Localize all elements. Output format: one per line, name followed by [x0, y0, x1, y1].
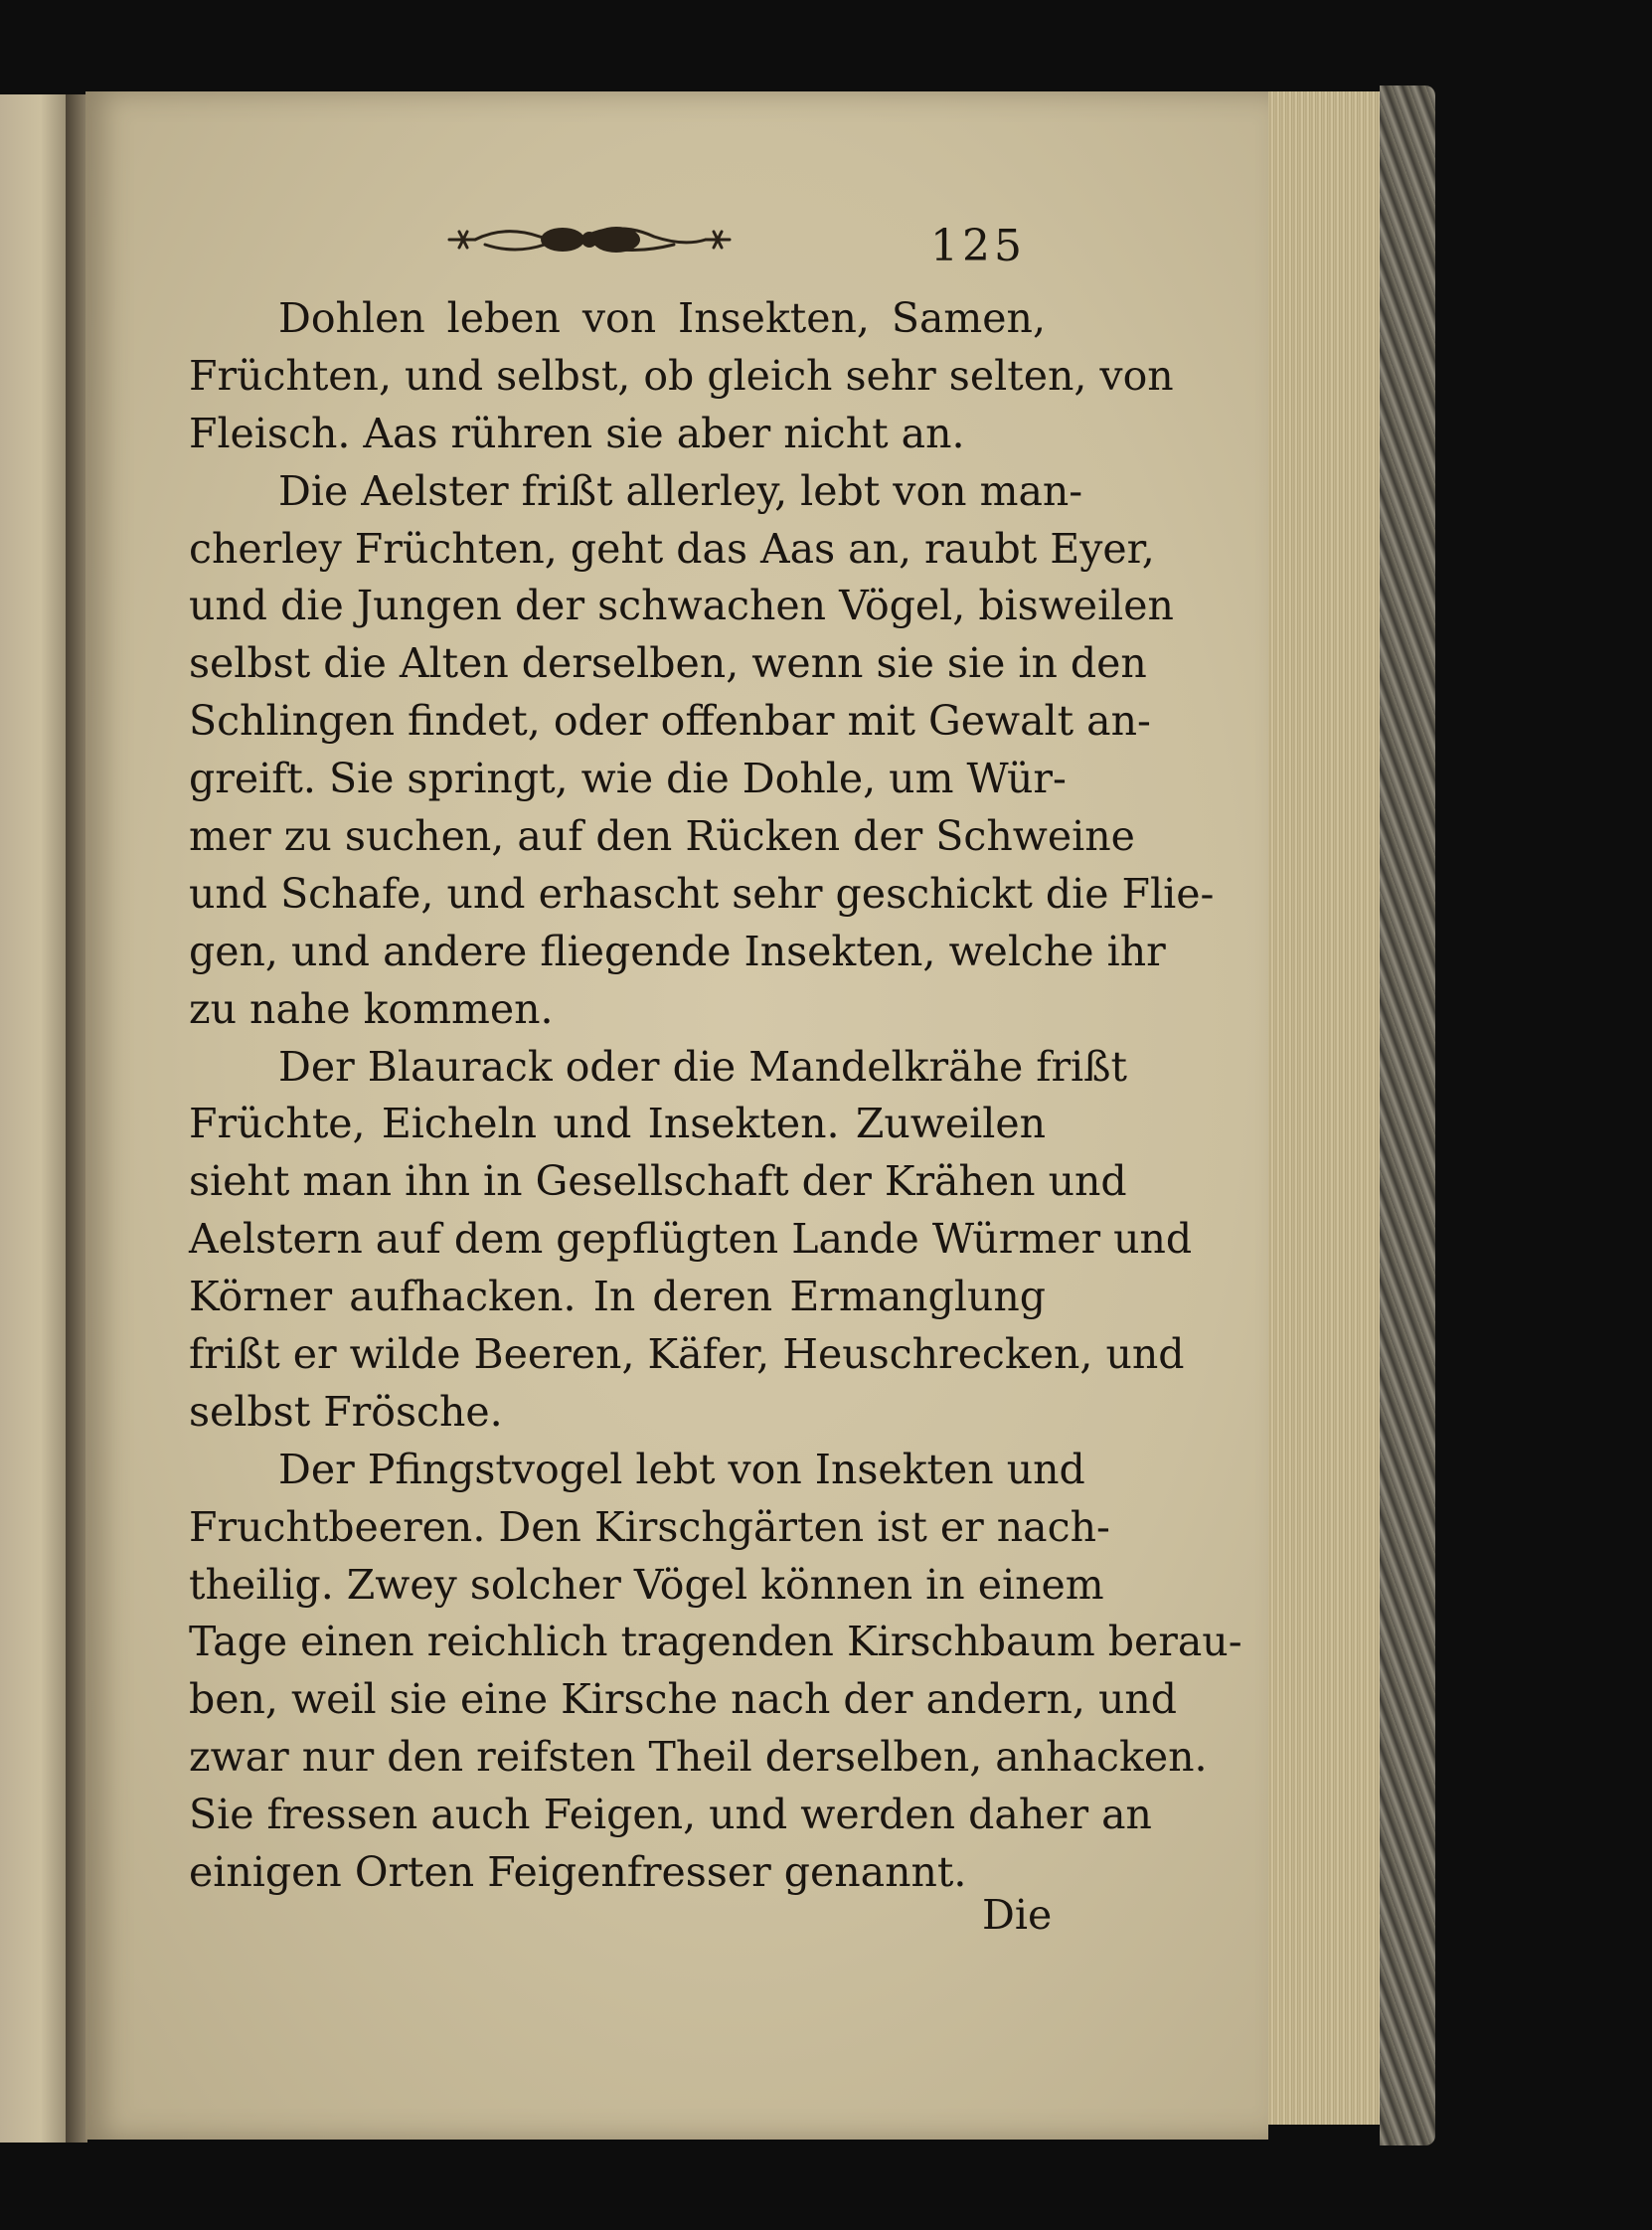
text-line: selbst die Alten derselben, wenn sie sie in den: [189, 639, 1147, 688]
text-line: Fruchtbeeren. Den Kirschgärten ist er nach-: [189, 1502, 1110, 1551]
text-line: und Schafe, und erhascht sehr geschickt die Flie-: [189, 869, 1215, 918]
catchword: Die: [982, 1891, 1053, 1939]
text-line: Sie fressen auch Feigen, und werden daher an: [189, 1791, 1152, 1839]
left-facing-page-edge: [0, 94, 68, 2143]
page-number: 125: [930, 221, 1026, 271]
body-text: [189, 290, 1242, 1902]
text-line: zwar nur den reifsten Theil derselben, anhacken.: [189, 1733, 1208, 1782]
text-line: Körner aufhacken. In deren Ermanglung: [189, 1273, 1046, 1321]
text-line: selbst Frösche.: [189, 1387, 503, 1436]
text-line: cherley Früchten, geht das Aas an, raubt Eyer,: [189, 524, 1155, 573]
text-line: zu nahe kommen.: [189, 984, 554, 1033]
text-line: Früchte, Eicheln und Insekten. Zuweilen: [189, 1100, 1046, 1148]
book-gutter: [66, 94, 87, 2143]
paragraph-2: [189, 463, 1215, 1039]
text-line: Der Pfingstvogel lebt von Insekten und: [278, 1445, 1085, 1493]
header-ornament-icon: [445, 215, 734, 264]
paragraph-1: [189, 290, 1174, 463]
text-line: Aelstern auf dem gepflügten Lande Würmer und: [189, 1215, 1193, 1264]
text-line: und die Jungen der schwachen Vögel, bisweilen: [189, 582, 1174, 630]
text-line: einigen Orten Feigenfresser genannt.: [189, 1848, 967, 1897]
text-line: Schlingen findet, oder offenbar mit Gewalt an-: [189, 697, 1151, 746]
text-line: frißt er wilde Beeren, Käfer, Heuschrecken, und: [189, 1330, 1185, 1379]
text-line: ben, weil sie eine Kirsche nach der andern, und: [189, 1675, 1178, 1724]
text-line: Früchten, und selbst, ob gleich sehr selten, von: [189, 351, 1174, 400]
paragraph-4: [189, 1442, 1242, 1902]
text-line: greift. Sie springt, wie die Dohle, um Wür-: [189, 755, 1067, 803]
text-line: Dohlen leben von Insekten, Samen,: [278, 294, 1046, 342]
text-line: Die Aelster frißt allerley, lebt von man-: [278, 466, 1083, 515]
marbled-cover-edge: [1380, 86, 1435, 2145]
text-line: Der Blaurack oder die Mandelkrähe frißt: [278, 1042, 1128, 1091]
text-line: mer zu suchen, auf den Rücken der Schweine: [189, 812, 1135, 861]
page-stack-edges: [1268, 91, 1380, 2125]
text-line: gen, und andere fliegende Insekten, welche ihr: [189, 927, 1166, 975]
text-line: Fleisch. Aas rühren sie aber nicht an.: [189, 409, 965, 457]
text-line: Tage einen reichlich tragenden Kirschbaum berau-: [189, 1618, 1242, 1666]
paragraph-3: [189, 1039, 1193, 1442]
text-line: sieht man ihn in Gesellschaft der Krähen und: [189, 1157, 1127, 1206]
text-line: theilig. Zwey solcher Vögel können in einem: [189, 1560, 1104, 1609]
